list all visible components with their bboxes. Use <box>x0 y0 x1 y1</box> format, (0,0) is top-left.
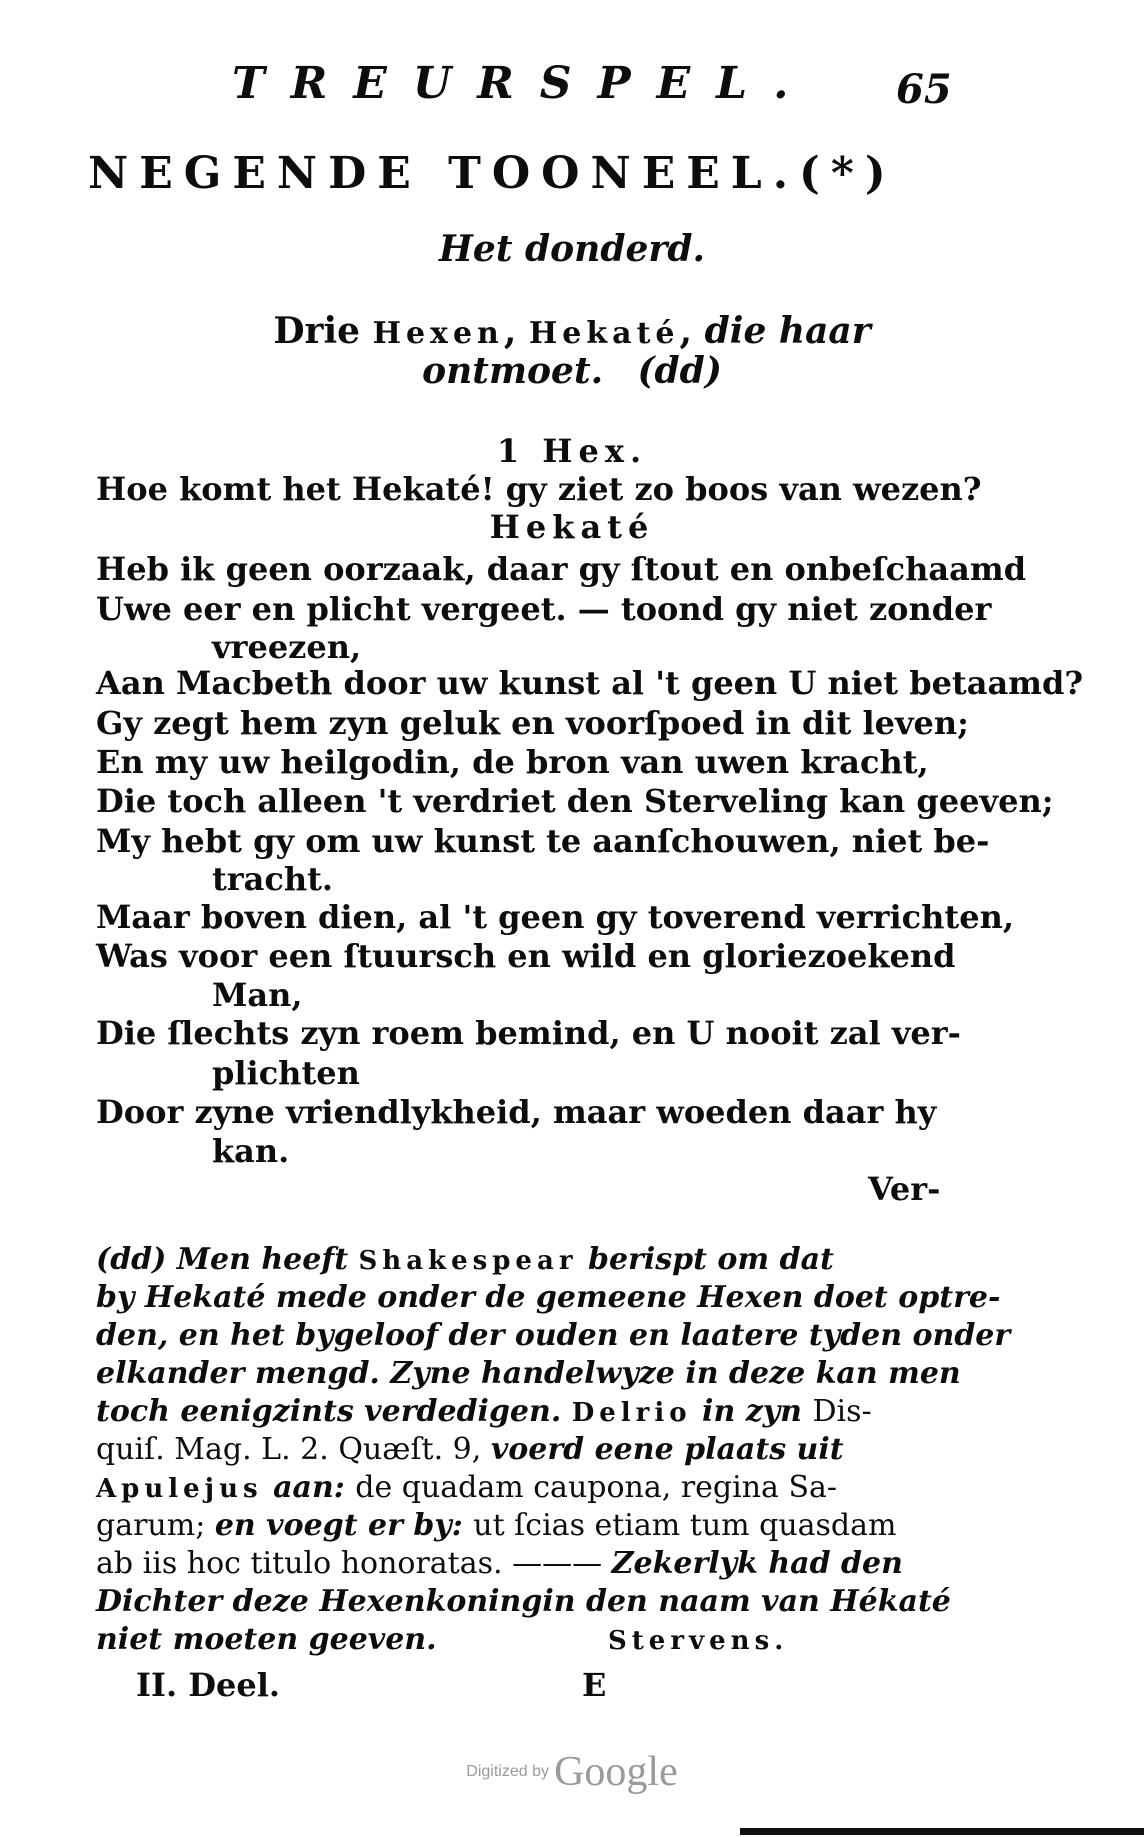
footnote-text: quiſ. Mag. L. 2. Quæſt. 9, <box>96 1432 491 1467</box>
cast-text: die haar <box>704 310 871 352</box>
cast-text: Drie <box>273 310 373 352</box>
cast-text: , <box>503 310 529 352</box>
footnote-text: ut ſcias etiam tum quasdam <box>473 1508 897 1543</box>
verse-line: Aan Macbeth door uw kunst al 't geen U niet betaamd? <box>96 664 1084 702</box>
footnote-reference: (dd) <box>637 350 722 392</box>
footnote-text: ab iis hoc titulo honoratas. ——— <box>96 1546 612 1581</box>
speaker-label: Hekaté <box>489 508 655 546</box>
footnote-line: by Hekaté mede onder de gemeene Hexen doet optre- <box>96 1280 1001 1315</box>
footnote-text: en voegt er by: <box>214 1508 474 1543</box>
verse-line: My hebt gy om uw kunst te aanſchouwen, niet be- <box>96 822 990 860</box>
verse-line: Door zyne vriendlykheid, maar woeden daar hy <box>96 1093 937 1131</box>
page-edge-line <box>740 1828 1144 1835</box>
footnote-text: garum; <box>96 1508 215 1543</box>
footnote-text: de quadam caupona, regina Sa- <box>355 1470 838 1505</box>
cast-text: , <box>679 310 705 352</box>
footnote-line <box>96 1242 834 1277</box>
digitization-watermark <box>0 1748 1144 1796</box>
cast-list-line <box>0 310 1144 352</box>
cast-name-hekate: Hekaté <box>528 316 680 351</box>
scene-heading: NEGENDE TOONEEL.(*) <box>88 148 897 199</box>
footnote-text: toch eenigzints verdedigen. <box>96 1394 572 1429</box>
verse-line: Hoe komt het Hekaté! gy ziet zo boos van wezen? <box>96 470 982 508</box>
running-title: TREURSPEL. <box>232 58 815 109</box>
cast-list-line <box>0 350 1144 392</box>
verse-line: plichten <box>212 1054 360 1092</box>
verse-line: Die ſlechts zyn roem bemind, en U nooit zal ver- <box>96 1014 961 1052</box>
footnote-line: niet moeten geeven. <box>96 1622 437 1657</box>
stage-direction: Het donderd. <box>438 228 706 270</box>
footnote-text: in zyn <box>691 1394 813 1429</box>
watermark-brand: Google <box>554 1749 678 1795</box>
footnote-line <box>96 1432 844 1467</box>
footnote-line: den, en het bygeloof der ouden en laatere tyden onder <box>96 1318 1011 1353</box>
verse-line: Uwe eer en plicht vergeet. — toond gy niet zonder <box>96 590 992 628</box>
footnote-line <box>96 1394 872 1429</box>
verse-line: Man, <box>212 976 303 1014</box>
footnote-line: elkander mengd. Zyne handelwyze in deze kan men <box>96 1356 961 1391</box>
footnote-line <box>96 1508 896 1543</box>
page-number: 65 <box>896 66 952 113</box>
footnote-catchword-text: Stervens. <box>608 1626 789 1656</box>
verse-line: kan. <box>212 1132 290 1170</box>
footnote-text: (dd) Men heeft <box>96 1242 359 1277</box>
footnote-name: Apulejus <box>96 1474 263 1504</box>
footnote-text: voerd eene plaats uit <box>490 1432 844 1467</box>
verse-line: Gy zegt hem zyn geluk en voorſpoed in dit leven; <box>96 704 969 742</box>
footnote-text: Zekerlyk had den <box>611 1546 903 1581</box>
watermark-prefix: Digitized by <box>466 1763 549 1780</box>
verse-line: Heb ik geen oorzaak, daar gy ſtout en onbeſchaamd <box>96 550 1027 588</box>
footnote-name: Shakespear <box>358 1246 578 1276</box>
footnote-text: Dis- <box>812 1394 872 1429</box>
verse-line: Was voor een ſtuursch en wild en gloriezoekend <box>96 937 956 975</box>
footnote-text: berispt om dat <box>577 1242 834 1277</box>
footnote-line <box>96 1546 903 1581</box>
catchword: Ver- <box>868 1170 941 1208</box>
cast-name-hexen: Hexen <box>372 316 504 351</box>
cast-text: ontmoet. <box>422 350 604 392</box>
verse-line: En my uw heilgodin, de bron van uwen kracht, <box>96 743 929 781</box>
volume-signature: II. Deel. <box>136 1666 280 1704</box>
footnote-line <box>96 1470 837 1505</box>
gathering-signature: E <box>582 1666 607 1704</box>
footnote-line: Dichter deze Hexenkoningin den naam van Hékaté <box>96 1584 951 1619</box>
footnote-catchword <box>608 1622 788 1657</box>
speaker-label: 1 Hex. <box>496 432 648 470</box>
verse-line: vreezen, <box>212 628 362 666</box>
verse-line: tracht. <box>212 860 334 898</box>
verse-line: Die toch alleen 't verdriet den Sterveling kan geeven; <box>96 782 1054 820</box>
footnote-name: Delrio <box>571 1398 692 1428</box>
verse-line: Maar boven dien, al 't geen gy toverend verrichten, <box>96 898 1014 936</box>
footnote-text: aan: <box>262 1470 356 1505</box>
